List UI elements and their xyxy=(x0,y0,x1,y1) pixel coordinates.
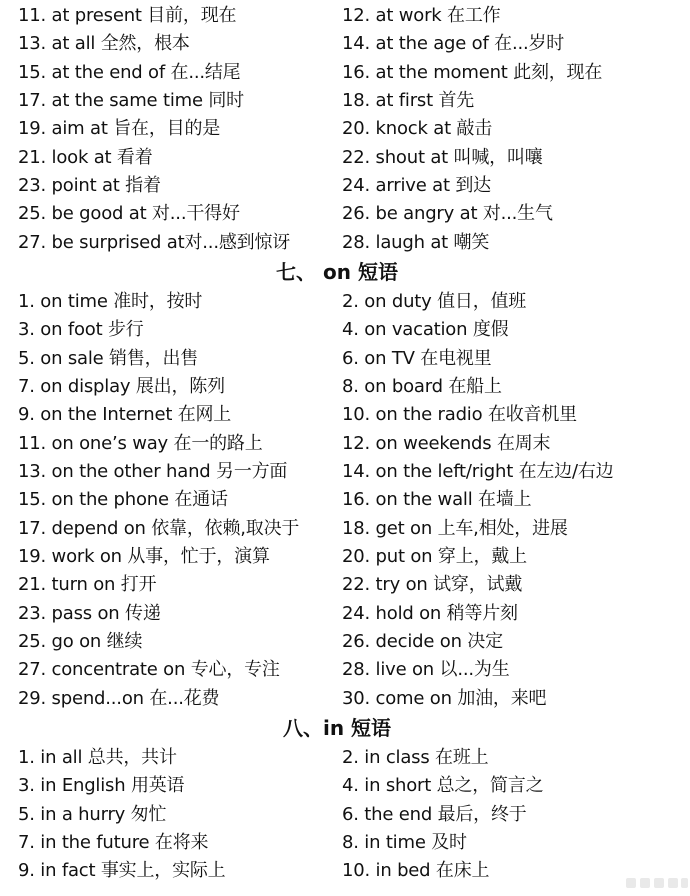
list-item: 20. put on 穿上，戴上 xyxy=(342,546,527,567)
list-row xyxy=(0,87,690,115)
list-row xyxy=(0,172,690,200)
list-row xyxy=(0,200,690,228)
list-item: 14. at the age of 在...岁时 xyxy=(342,33,565,54)
list-row xyxy=(0,772,690,800)
list-item: 13. on the other hand 另一方面 xyxy=(18,461,288,482)
list-row xyxy=(0,59,690,87)
list-item: 20. knock at 敲击 xyxy=(342,118,493,139)
list-item: 23. pass on 传递 xyxy=(18,603,161,624)
list-row xyxy=(0,685,690,713)
list-item: 28. laugh at 嘲笑 xyxy=(342,232,490,253)
list-row xyxy=(0,144,690,172)
list-row xyxy=(0,571,690,599)
list-item: 3. in English 用英语 xyxy=(18,775,185,796)
list-item: 10. in bed 在床上 xyxy=(342,860,490,881)
list-item: 16. at the moment 此刻，现在 xyxy=(342,62,603,83)
list-row xyxy=(0,628,690,656)
list-item: 25. go on 继续 xyxy=(18,631,143,652)
list-row xyxy=(0,430,690,458)
list-item: 11. on one’s way 在一的路上 xyxy=(18,433,263,454)
list-item: 7. in the future 在将来 xyxy=(18,832,209,853)
list-row xyxy=(0,744,690,772)
list-row xyxy=(0,801,690,829)
list-item: 15. at the end of 在...结尾 xyxy=(18,62,241,83)
watermark-mark xyxy=(626,876,688,890)
list-item: 8. on board 在船上 xyxy=(342,376,502,397)
list-row xyxy=(0,115,690,143)
list-item: 22. try on 试穿，试戴 xyxy=(342,574,523,595)
list-item: 21. turn on 打开 xyxy=(18,574,157,595)
list-item: 29. spend...on 在...花费 xyxy=(18,688,220,709)
list-item: 18. get on 上车,相处，进展 xyxy=(342,518,568,539)
list-item: 12. at work 在工作 xyxy=(342,5,501,26)
list-row xyxy=(0,486,690,514)
list-item: 13. at all 全然，根本 xyxy=(18,33,190,54)
list-item: 21. look at 看着 xyxy=(18,147,153,168)
list-row xyxy=(0,401,690,429)
list-row xyxy=(0,857,690,885)
list-item: 22. shout at 叫喊，叫嚷 xyxy=(342,147,543,168)
list-item: 26. decide on 决定 xyxy=(342,631,503,652)
list-item: 14. on the left/right 在左边/右边 xyxy=(342,461,614,482)
list-row xyxy=(0,515,690,543)
list-row xyxy=(0,656,690,684)
list-item: 24. arrive at 到达 xyxy=(342,175,491,196)
list-row xyxy=(0,2,690,30)
list-item: 16. on the wall 在墙上 xyxy=(342,489,532,510)
list-item: 19. work on 从事，忙于，演算 xyxy=(18,546,270,567)
list-item: 4. in short 总之，简言之 xyxy=(342,775,544,796)
list-item: 30. come on 加油，来吧 xyxy=(342,688,547,709)
section-heading-in: 八、in 短语 xyxy=(282,716,392,740)
list-row xyxy=(0,30,690,58)
list-item: 8. in time 及时 xyxy=(342,832,467,853)
list-item: 11. at present 目前，现在 xyxy=(18,5,237,26)
list-item: 23. point at 指着 xyxy=(18,175,161,196)
list-row xyxy=(0,458,690,486)
list-item: 9. on the Internet 在网上 xyxy=(18,404,232,425)
list-item: 27. concentrate on 专心，专注 xyxy=(18,659,280,680)
list-item: 3. on foot 步行 xyxy=(18,319,144,340)
list-item: 5. in a hurry 匆忙 xyxy=(18,804,167,825)
list-item: 12. on weekends 在周末 xyxy=(342,433,551,454)
list-row xyxy=(0,373,690,401)
list-item: 27. be surprised at对...感到惊讶 xyxy=(18,232,291,253)
list-row xyxy=(0,829,690,857)
list-item: 15. on the phone 在通话 xyxy=(18,489,228,510)
list-item: 5. on sale 销售，出售 xyxy=(18,348,199,369)
list-item: 4. on vacation 度假 xyxy=(342,319,509,340)
list-item: 6. the end 最后，终于 xyxy=(342,804,527,825)
list-item: 24. hold on 稍等片刻 xyxy=(342,603,518,624)
list-item: 2. on duty 值日，值班 xyxy=(342,291,527,312)
list-row xyxy=(0,345,690,373)
list-item: 1. on time 准时，按时 xyxy=(18,291,203,312)
list-row xyxy=(0,316,690,344)
list-item: 26. be angry at 对...生气 xyxy=(342,203,553,224)
list-item: 19. aim at 旨在，目的是 xyxy=(18,118,221,139)
list-item: 1. in all 总共，共计 xyxy=(18,747,177,768)
list-item: 28. live on 以...为生 xyxy=(342,659,510,680)
list-item: 17. at the same time 同时 xyxy=(18,90,244,111)
section-heading-on: 七、 on 短语 xyxy=(276,260,398,284)
list-item: 6. on TV 在电视里 xyxy=(342,348,492,369)
list-item: 7. on display 展出，陈列 xyxy=(18,376,225,397)
list-row xyxy=(0,543,690,571)
list-item: 9. in fact 事实上，实际上 xyxy=(18,860,226,881)
list-row xyxy=(0,600,690,628)
list-item: 25. be good at 对...干得好 xyxy=(18,203,240,224)
list-item: 2. in class 在班上 xyxy=(342,747,489,768)
list-item: 18. at first 首先 xyxy=(342,90,475,111)
list-item: 17. depend on 依靠，依赖,取决于 xyxy=(18,518,300,539)
list-item: 10. on the radio 在收音机里 xyxy=(342,404,577,425)
list-row xyxy=(0,288,690,316)
list-row xyxy=(0,229,690,257)
